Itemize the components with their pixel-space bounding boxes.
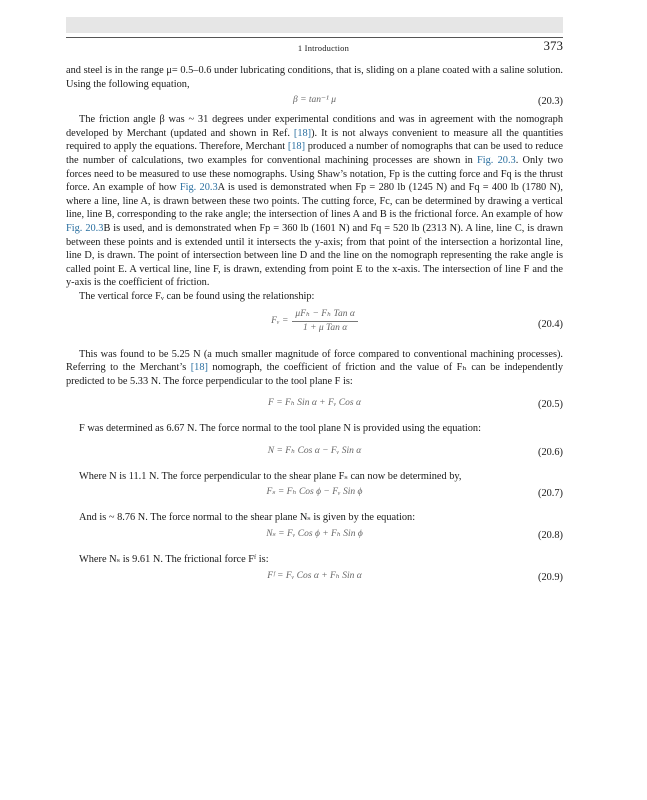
page-body — [66, 64, 563, 589]
text-run: . Only two forces need to be measured to use these nomographs. Using Shaw’s notation, Fp is the cutting force and Fq is the thrust force. An example of how — [66, 154, 563, 194]
equation-lhs: Fᵥ = — [271, 315, 289, 326]
running-title: 1 Introduction — [297, 43, 350, 53]
header-rule — [66, 37, 563, 38]
equation-number: (20.6) — [538, 446, 563, 458]
header-shade-bar — [66, 17, 563, 33]
equation-expression: Nₛ = Fᵥ Cos ϕ + Fₕ Sin ϕ — [266, 529, 363, 540]
equation-20-9 — [66, 567, 563, 589]
paragraph-5: F was determined as 6.67 N. The force normal to the tool plane N is provided using the equation: — [79, 423, 481, 435]
fraction-denominator: 1 + μ Tan α — [302, 323, 348, 334]
figure-link[interactable]: Fig. 20.3 — [179, 182, 218, 194]
reference-link[interactable]: [18] — [190, 362, 208, 374]
equation-20-8 — [66, 525, 563, 547]
equation-20-5 — [66, 394, 563, 416]
equation-number: (20.7) — [538, 488, 563, 500]
equation-expression — [66, 308, 563, 336]
equation-number: (20.8) — [538, 530, 563, 542]
page-number: 373 — [543, 38, 563, 53]
paragraph-6: Where N is 11.1 N. The force perpendicular to the shear plane Fₛ can now be determined by, — [79, 470, 462, 482]
fraction-numerator: μFₕ − Fₕ Tan α — [292, 308, 357, 323]
equation-expression: F = Fₕ Sin α + Fᵥ Cos α — [268, 398, 361, 409]
equation-20-6 — [66, 442, 563, 464]
equation-number: (20.9) — [538, 571, 563, 583]
text-run: B is used, and is demonstrated when Fp = 360 lb (1601 N) and Fq = 520 lb (2313 N). A line, line C, is drawn between these points and is extended until it intersects the y-axis; from that point of the intersection a horizontal line, line D, is drawn. The point of intersection between line D and the line on the nomograph representing the rake angle is called point E. A vertical line, line F, is drawn, extending from point E to the x-axis. The intersection of line F and the y-axis is the coefficient of friction. — [66, 222, 563, 289]
equation-number: (20.4) — [538, 318, 563, 330]
equation-expression: β = tan⁻¹ μ — [292, 95, 337, 106]
text-run: A is used is demonstrated when Fp = 280 lb (1245 N) and Fq = 400 lb (1780 N), where a line, line A, is drawn between these two points. The cutting force, Fc, can be determined by drawing a vertical line, line B, corresponding to the rake angle; the intersection of lines A and B is the frictional force. An example of how — [66, 182, 564, 221]
equation-fraction — [292, 308, 357, 336]
figure-link[interactable]: Fig. 20.3 — [476, 154, 516, 166]
equation-expression: Fₛ = Fₕ Cos ϕ − Fᵥ Sin ϕ — [266, 487, 363, 498]
paragraph-3: The vertical force Fᵥ can be found using the relationship: — [79, 290, 315, 302]
paragraph-4 — [66, 348, 563, 389]
text-run: nomograph, the coefficient of friction and the value of Fₕ can be independently predicted to be 5.33 N. The force perpendicular to the tool plane F is: — [66, 362, 563, 387]
equation-number: (20.3) — [538, 96, 563, 108]
paragraph-8: Where Nₛ is 9.61 N. The frictional force Fᶠ is: — [79, 554, 269, 566]
equation-20-7 — [66, 483, 563, 505]
text-run: ). It is not always convenient to measure all the quantities required to apply the equations. Therefore, Merchant — [66, 127, 563, 153]
paragraph-7: And is ~ 8.76 N. The force normal to the shear plane Nₛ is given by the equation: — [79, 512, 416, 524]
text-run: The friction angle β was ~ 31 degrees under experimental conditions and was in agreement with the nomograph developed by Merchant (updated and shown in Ref. — [66, 114, 563, 139]
text-run: produced a number of nomographs that can be used to reduce the number of calculations, two examples for conventional machining processes are shown in — [66, 141, 563, 166]
figure-link[interactable]: Fig. 20.3 — [66, 222, 104, 234]
reference-link[interactable]: [18] — [287, 141, 306, 153]
paragraph-1: and steel is in the range μ= 0.5–0.6 under lubricating conditions, that is, sliding on a plane coated with a saline solution. Using the following equation, — [66, 65, 563, 90]
paragraph-2 — [66, 113, 563, 290]
equation-number: (20.5) — [538, 399, 563, 411]
reference-link[interactable]: [18] — [293, 127, 312, 139]
equation-20-3 — [66, 91, 563, 113]
equation-expression: Fᶠ = Fᵥ Cos α + Fₕ Sin α — [267, 570, 362, 581]
text-run: This was found to be 5.25 N (a much smaller magnitude of force compared to conventional machining processes). Referring to the Merchant’s — [66, 348, 563, 374]
equation-expression: N = Fₕ Cos α − Fᵥ Sin α — [267, 445, 362, 456]
equation-20-4 — [66, 304, 563, 348]
